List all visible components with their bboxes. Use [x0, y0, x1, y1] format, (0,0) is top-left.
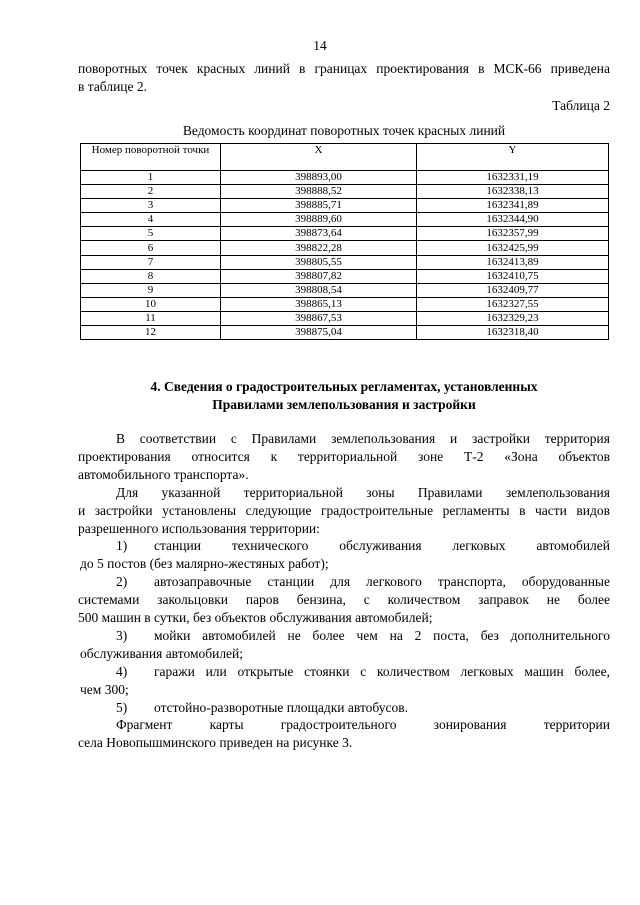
- cell-number: 9: [81, 283, 221, 297]
- list-item-line: мойки автомобилей не более чем на 2 поста, без дополнительного: [154, 628, 610, 643]
- cell-y: 1632344,90: [417, 213, 609, 227]
- table-row: [81, 297, 609, 311]
- cell-x: 398807,82: [221, 269, 417, 283]
- header-x: X: [221, 144, 417, 171]
- paragraph-2-line-1: Для указанной территориальной зоны Правилами землепользования: [116, 485, 610, 500]
- table-row: [81, 227, 609, 241]
- cell-y: 1632410,75: [417, 269, 609, 283]
- cell-y: 1632327,55: [417, 297, 609, 311]
- intro-line-2: в таблице 2.: [78, 79, 148, 94]
- list-item-line: отстойно-разворотные площадки автобусов.: [154, 700, 409, 715]
- paragraph-2-line-3: разрешенного использования территории:: [78, 521, 320, 536]
- cell-y: 1632357,99: [417, 227, 609, 241]
- cell-x: 398822,28: [221, 241, 417, 255]
- list-item-line: 500 машин в сутки, без объектов обслуживания автомобилей;: [78, 610, 433, 625]
- cell-x: 398875,04: [221, 326, 417, 340]
- list-item-number: 3): [116, 628, 128, 643]
- table-row: [81, 213, 609, 227]
- cell-number: 1: [81, 171, 221, 185]
- cell-y: 1632409,77: [417, 283, 609, 297]
- cell-x: 398808,54: [221, 283, 417, 297]
- table-row: [81, 185, 609, 199]
- table-row: [81, 283, 609, 297]
- cell-number: 4: [81, 213, 221, 227]
- cell-number: 3: [81, 199, 221, 213]
- list-item-line: автозаправочные станции для легкового транспорта, оборудованные: [154, 574, 610, 589]
- table-label: Таблица 2: [552, 98, 610, 113]
- table-row: [81, 199, 609, 213]
- paragraph-1-line-3: автомобильного транспорта».: [78, 467, 249, 482]
- table-row: [81, 311, 609, 325]
- list-item-line: станции технического обслуживания легковых автомобилей: [154, 538, 610, 553]
- header-y: Y: [417, 144, 609, 171]
- list-item-number: 4): [116, 664, 128, 679]
- section-heading-line-1: 4. Сведения о градостроительных регламентах, установленных: [150, 379, 538, 394]
- intro-line-1: поворотных точек красных линий в границах проектирования в МСК-66 приведена: [78, 61, 610, 76]
- paragraph-3-line-2: села Новопышминского приведен на рисунке 3.: [78, 735, 353, 750]
- table-row: [81, 241, 609, 255]
- cell-number: 8: [81, 269, 221, 283]
- list-item-number: 2): [116, 574, 128, 589]
- section-heading-line-2: Правилами землепользования и застройки: [212, 397, 476, 412]
- cell-y: 1632329,23: [417, 311, 609, 325]
- cell-y: 1632425,99: [417, 241, 609, 255]
- cell-x: 398893,00: [221, 171, 417, 185]
- cell-y: 1632338,13: [417, 185, 609, 199]
- cell-number: 11: [81, 311, 221, 325]
- list-item-number: 5): [116, 700, 128, 715]
- cell-x: 398865,13: [221, 297, 417, 311]
- cell-number: 2: [81, 185, 221, 199]
- table-row: [81, 171, 609, 185]
- paragraph-2-line-2: и застройки установлены следующие градостроительные регламенты в части видов: [78, 503, 610, 518]
- table-row: [81, 255, 609, 269]
- cell-number: 6: [81, 241, 221, 255]
- cell-number: 10: [81, 297, 221, 311]
- cell-x: 398873,64: [221, 227, 417, 241]
- cell-x: 398889,60: [221, 213, 417, 227]
- table-row: [81, 269, 609, 283]
- cell-number: 7: [81, 255, 221, 269]
- list-item-line: чем 300;: [80, 682, 129, 697]
- list-item-line: гаражи или открытые стоянки с количеством легковых машин более,: [154, 664, 610, 679]
- table-title: Ведомость координат поворотных точек красных линий: [182, 123, 506, 138]
- header-point-number: Номер поворотной точки: [81, 144, 221, 171]
- table-row: [81, 326, 609, 340]
- paragraph-1-line-1: В соответствии с Правилами землепользования и застройки территория: [116, 431, 610, 446]
- cell-x: 398885,71: [221, 199, 417, 213]
- cell-x: 398888,52: [221, 185, 417, 199]
- cell-number: 12: [81, 326, 221, 340]
- paragraph-3-line-1: Фрагмент карты градостроительного зонирования территории: [116, 717, 610, 732]
- cell-number: 5: [81, 227, 221, 241]
- cell-x: 398805,55: [221, 255, 417, 269]
- cell-y: 1632413,89: [417, 255, 609, 269]
- page-number: 14: [313, 38, 327, 53]
- paragraph-1-line-2: проектирования относится к территориальной зоне Т-2 «Зона объектов: [78, 449, 610, 464]
- list-item-line: обслуживания автомобилей;: [80, 646, 244, 661]
- list-item-line: системами закольцовки паров бензина, с количеством заправок не более: [78, 592, 610, 607]
- cell-y: 1632318,40: [417, 326, 609, 340]
- cell-y: 1632331,19: [417, 171, 609, 185]
- cell-x: 398867,53: [221, 311, 417, 325]
- coordinates-table: [80, 143, 609, 340]
- cell-y: 1632341,89: [417, 199, 609, 213]
- list-item-line: до 5 постов (без малярно-жестяных работ);: [80, 556, 329, 571]
- list-item-number: 1): [116, 538, 128, 553]
- table-header-row: [81, 144, 609, 171]
